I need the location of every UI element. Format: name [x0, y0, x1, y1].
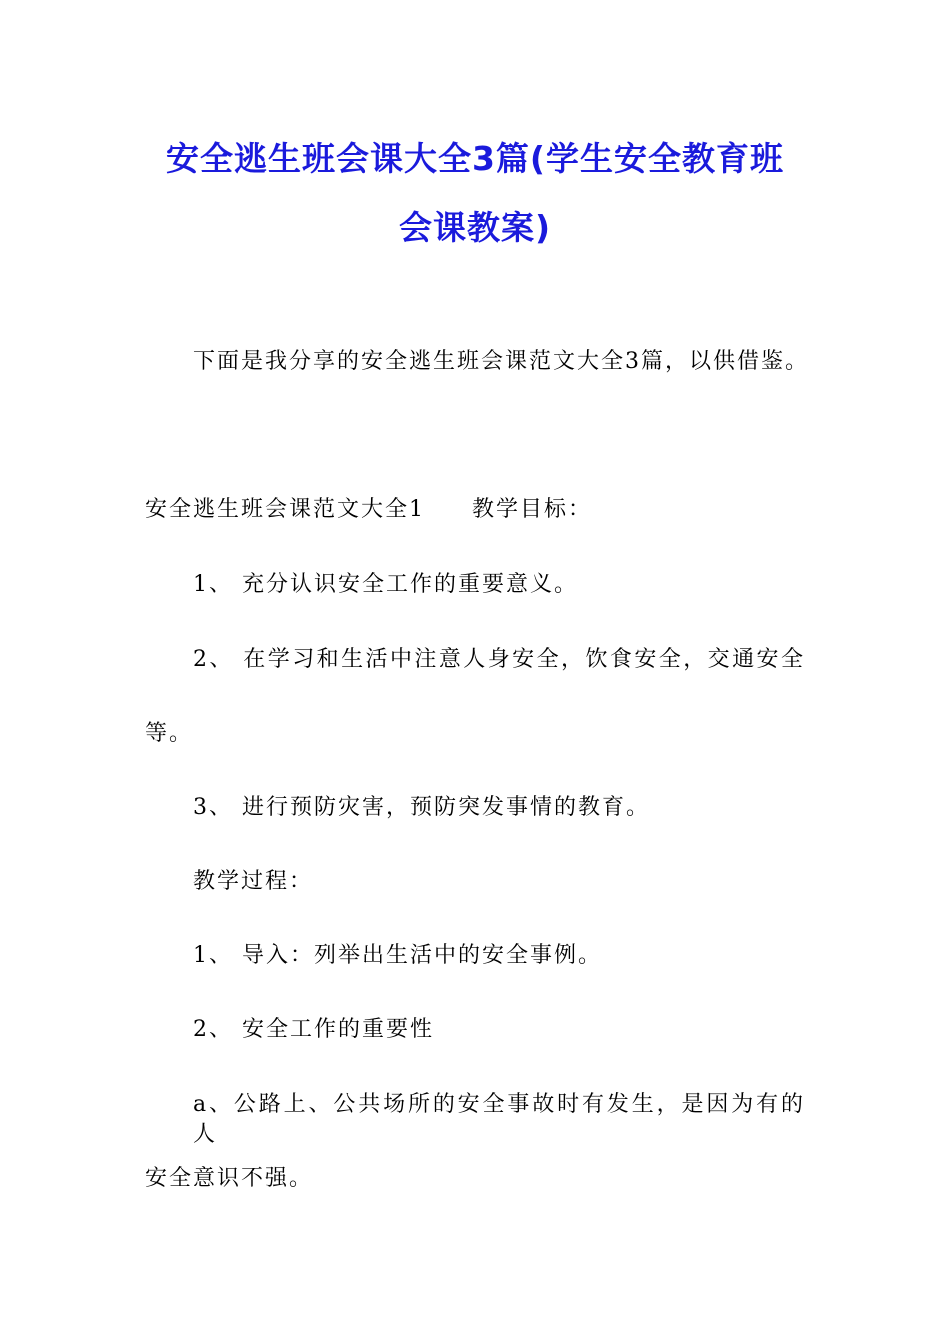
objective-item-2-line-2: 等。 [145, 721, 194, 746]
process-item-2: 2、 安全工作的重要性 [193, 1017, 434, 1042]
document-title-line-2: 会课教案) [398, 208, 552, 247]
section-1-heading: 安全逃生班会课范文大全1 [145, 497, 425, 522]
process-label: 教学过程： [193, 869, 314, 894]
objective-item-2-line-1: 2、 在学习和生活中注意人身安全，饮食安全，交通安全 [193, 647, 805, 672]
process-item-1: 1、 导入：列举出生活中的安全事例。 [193, 943, 602, 968]
objective-item-1: 1、 充分认识安全工作的重要意义。 [193, 572, 578, 597]
intro-paragraph: 下面是我分享的安全逃生班会课范文大全3篇，以供借鉴。 [193, 349, 809, 374]
objective-item-3: 3、 进行预防灾害，预防突发事情的教育。 [193, 795, 650, 820]
objectives-label: 教学目标： [472, 497, 593, 522]
point-a-line-2: 安全意识不强。 [145, 1166, 314, 1191]
point-a-line-1: a、公路上、公共场所的安全事故时有发生，是因为有的人 [193, 1092, 805, 1147]
document-title-line-1: 安全逃生班会课大全3篇(学生安全教育班 [165, 139, 785, 178]
